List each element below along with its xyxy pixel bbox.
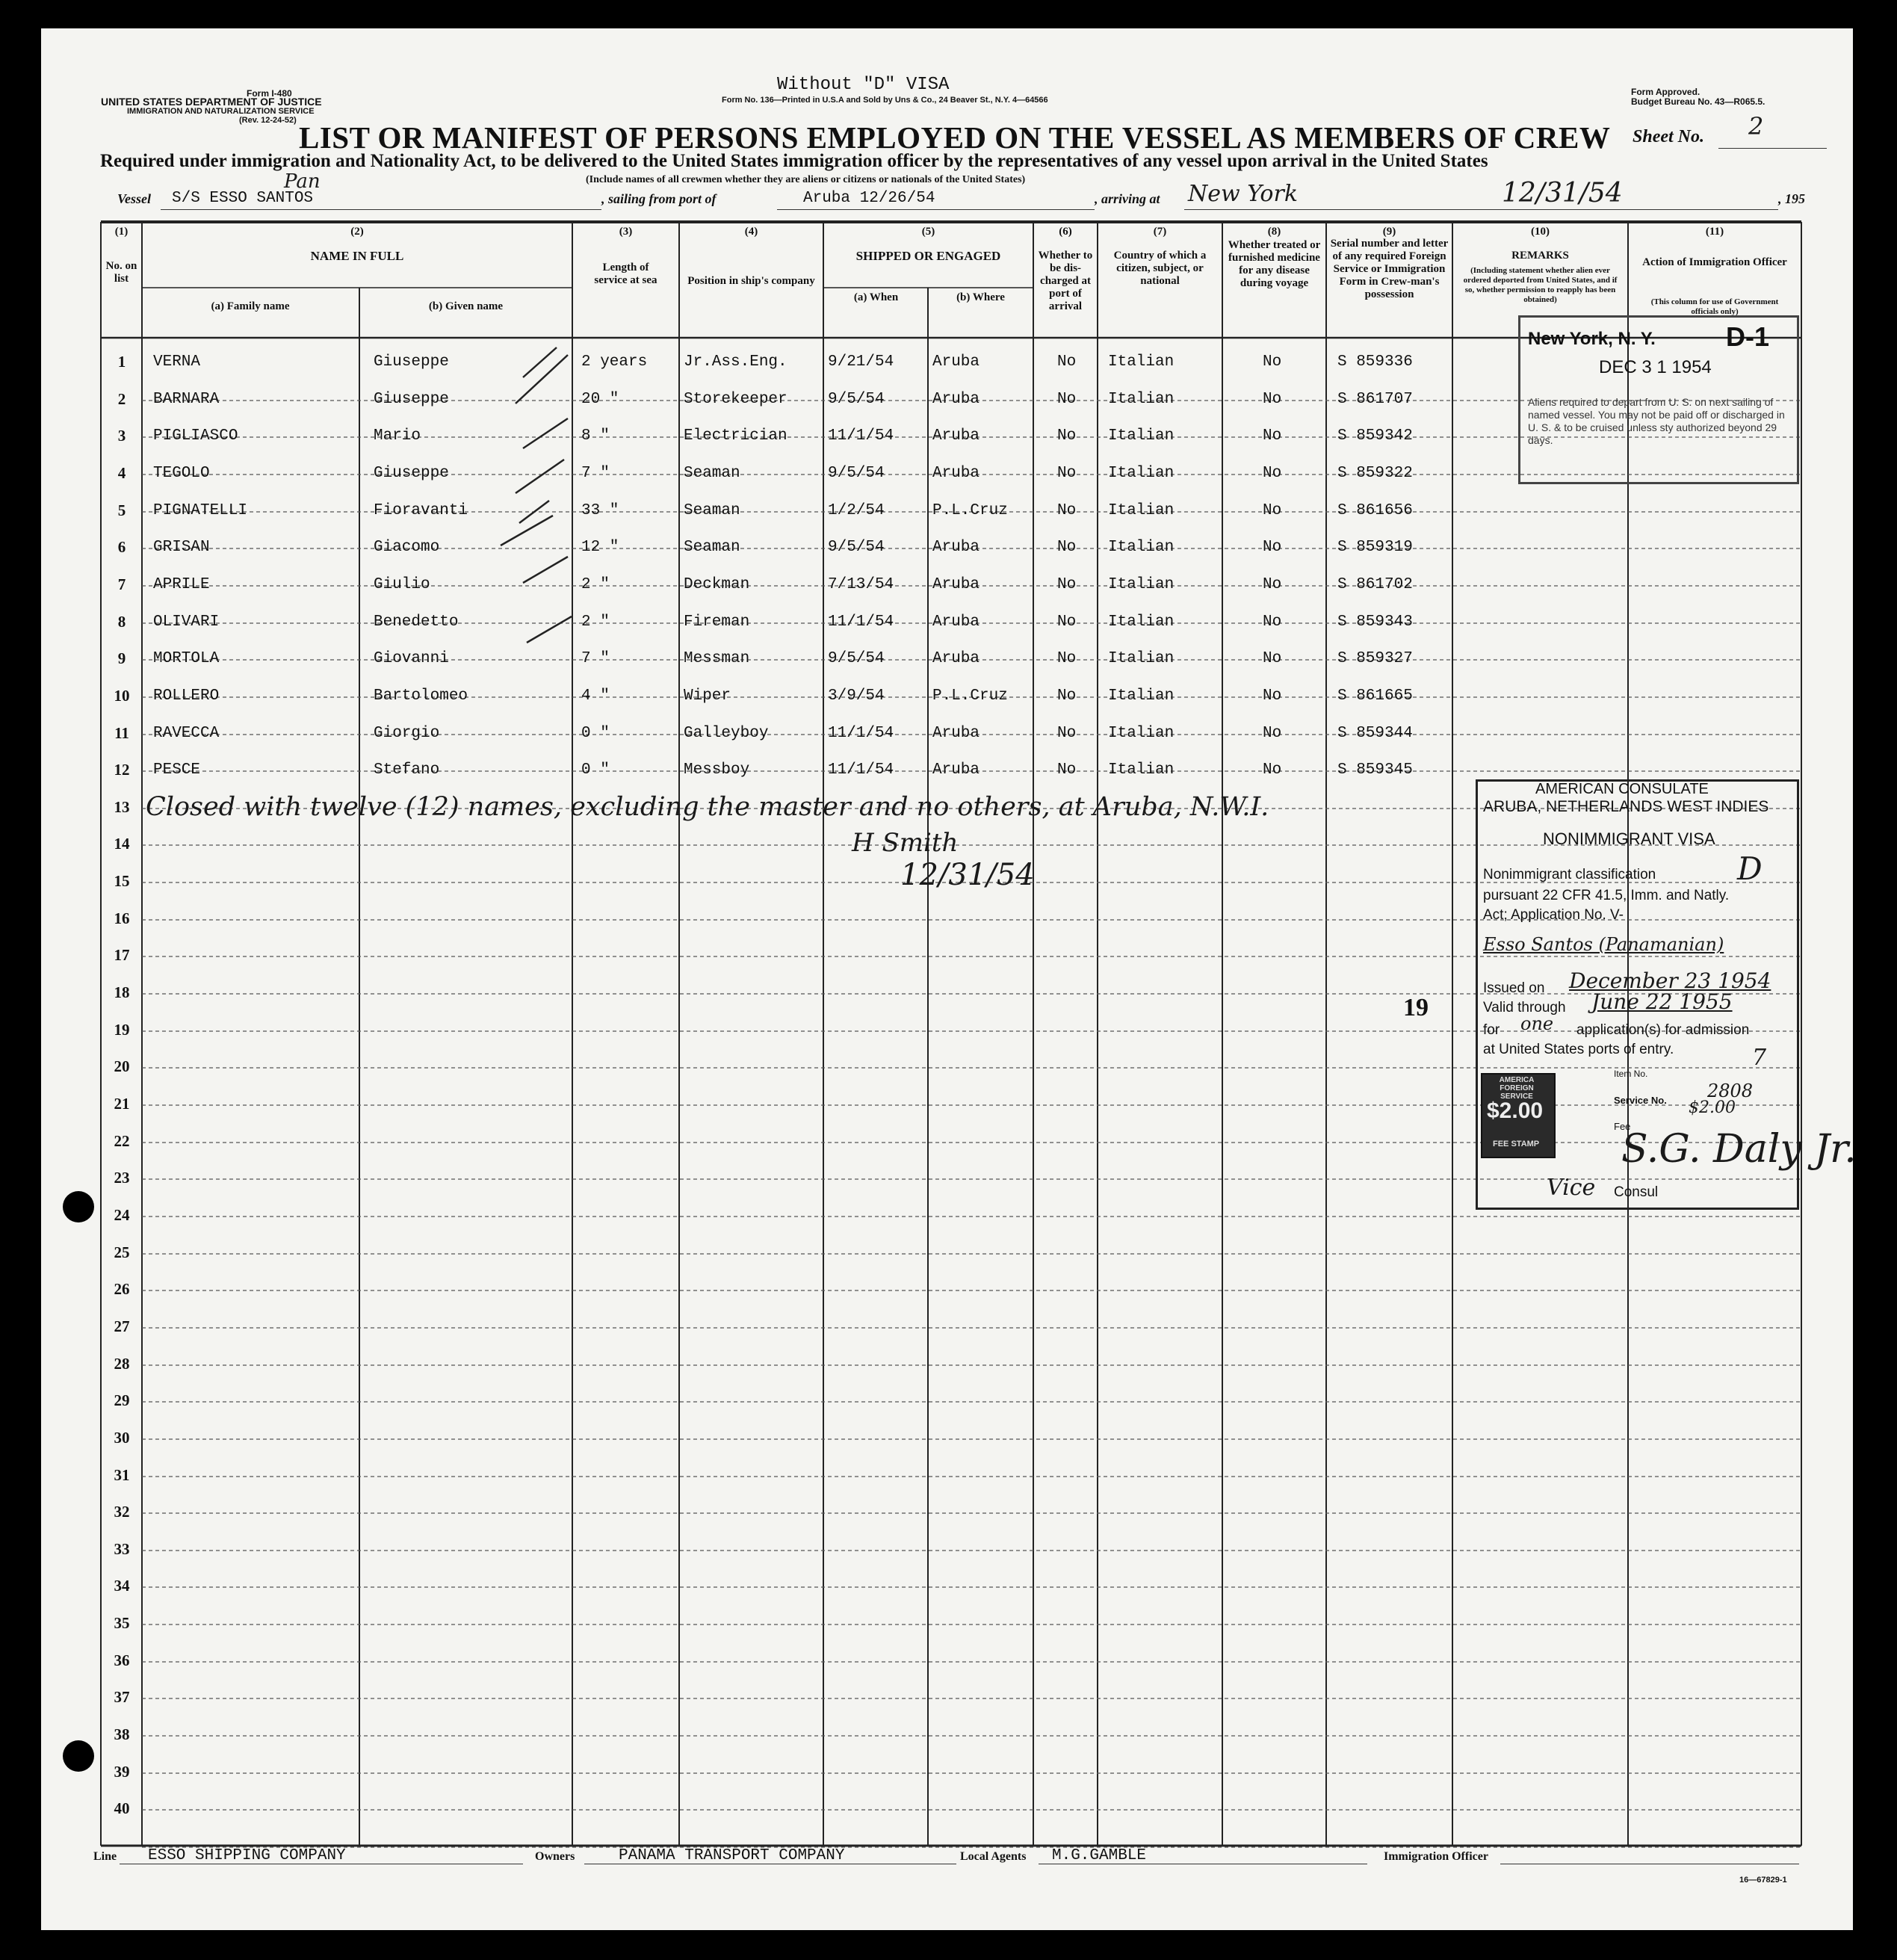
crew-medicine: No xyxy=(1263,576,1282,593)
arriving-value: New York xyxy=(1188,181,1298,207)
row-number: 11 xyxy=(114,724,129,742)
crew-shipped-where: Aruba xyxy=(932,650,980,667)
visa-item-label: Item No. xyxy=(1614,1069,1648,1079)
crew-country: Italian xyxy=(1108,391,1175,408)
col2a-header: (a) Family name xyxy=(211,300,290,312)
crew-shipped-where: Aruba xyxy=(932,539,980,556)
sailing-label: , sailing from port of xyxy=(601,191,717,206)
footer-line-value: ESSO SHIPPING COMPANY xyxy=(148,1847,346,1864)
crew-position: Storekeeper xyxy=(684,391,787,408)
arrival-text: Aliens required to depart from U. S. on next sailing of named vessel. You may not be paid off or discharged in U. S. & to be cruised unless sty authorized beyond 29 days. xyxy=(1528,396,1785,446)
visa-issued-label: Issued on xyxy=(1483,980,1545,996)
row-number: 4 xyxy=(117,464,126,482)
col4-num: (4) xyxy=(744,226,758,238)
row-number: 26 xyxy=(114,1280,130,1298)
crew-position: Wiper xyxy=(684,687,731,705)
vessel-flag: Pan xyxy=(284,170,321,193)
crew-medicine: No xyxy=(1263,650,1282,667)
col2b-header: (b) Given name xyxy=(428,300,504,312)
crew-discharge: No xyxy=(1057,650,1077,667)
crew-serial-number: S 859343 xyxy=(1337,613,1413,631)
crew-shipped-when: 11/1/54 xyxy=(828,613,894,631)
row-number: 30 xyxy=(114,1429,130,1447)
row-number: 13 xyxy=(114,798,130,816)
row-number: 14 xyxy=(114,835,130,853)
crew-country: Italian xyxy=(1108,761,1175,779)
crew-discharge: No xyxy=(1057,687,1077,705)
crew-service-length: 7 " xyxy=(581,650,610,667)
row-number: 7 xyxy=(117,575,126,593)
row-number: 37 xyxy=(114,1688,130,1706)
crew-discharge: No xyxy=(1057,725,1077,742)
crew-position: Fireman xyxy=(684,613,750,631)
crew-shipped-when: 9/5/54 xyxy=(828,650,885,667)
crew-discharge: No xyxy=(1057,353,1077,371)
sheet-label: Sheet No. xyxy=(1633,127,1704,146)
visa-vice: Vice xyxy=(1547,1175,1596,1201)
col5-num: (5) xyxy=(921,226,935,238)
crew-medicine: No xyxy=(1263,761,1282,779)
crew-serial-number: S 861665 xyxy=(1337,687,1413,705)
form-approved: Form Approved. xyxy=(1631,87,1701,97)
crew-medicine: No xyxy=(1263,725,1282,742)
crew-family-name: OLIVARI xyxy=(153,613,220,631)
row-number: 17 xyxy=(114,946,130,964)
crew-medicine: No xyxy=(1263,391,1282,408)
visa-signature: S.G. Daly Jr. xyxy=(1621,1127,1857,1172)
row-number: 10 xyxy=(114,687,130,705)
row-number: 27 xyxy=(114,1317,130,1335)
crew-medicine: No xyxy=(1263,687,1282,705)
crew-family-name: APRILE xyxy=(153,576,210,593)
visa-issued-value: December 23 1954 xyxy=(1569,968,1771,993)
crew-shipped-where: Aruba xyxy=(932,391,980,408)
crew-position: Jr.Ass.Eng. xyxy=(684,353,787,371)
col7-header: Country of which a citizen, subject, or national xyxy=(1113,250,1207,287)
crew-service-length: 8 " xyxy=(581,427,610,445)
crew-medicine: No xyxy=(1263,353,1282,371)
visa-ports-value: 7 xyxy=(1752,1045,1767,1071)
crew-given-name: Giuseppe xyxy=(374,465,449,482)
col10-note: (Including statement whether alien ever ordered deported from United States, and if so, whether permission to reapply has been obtained) xyxy=(1463,266,1618,304)
crew-shipped-where: Aruba xyxy=(932,613,980,631)
row-number: 29 xyxy=(114,1391,130,1409)
col3-header: Length of service at sea xyxy=(594,262,657,286)
arriving-label: , arriving at xyxy=(1095,191,1160,206)
crew-given-name: Giacomo xyxy=(374,539,440,556)
crew-given-name: Benedetto xyxy=(374,613,459,631)
row-number: 23 xyxy=(114,1169,130,1187)
crew-country: Italian xyxy=(1108,465,1175,482)
crew-service-length: 2 years xyxy=(581,353,648,371)
col5-header: SHIPPED OR ENGAGED xyxy=(855,249,1001,263)
col9-header: Serial number and letter of any required Foreign Service or Immigration Form in Crew-man's possession xyxy=(1330,238,1449,300)
crew-serial-number: S 859322 xyxy=(1337,465,1413,482)
col2-header: NAME IN FULL xyxy=(310,249,404,263)
row-number: 15 xyxy=(114,872,130,890)
crew-serial-number: S 859336 xyxy=(1337,353,1413,371)
crew-medicine: No xyxy=(1263,427,1282,445)
crew-discharge: No xyxy=(1057,761,1077,779)
crew-shipped-when: 3/9/54 xyxy=(828,687,885,705)
crew-serial-number: S 859345 xyxy=(1337,761,1413,779)
crew-service-length: 4 " xyxy=(581,687,610,705)
crew-given-name: Giulio xyxy=(374,576,430,593)
row-number: 25 xyxy=(114,1243,130,1261)
crew-family-name: GRISAN xyxy=(153,539,210,556)
crew-position: Messboy xyxy=(684,761,750,779)
manifest-subtitle: Required under immigration and Nationality Act, to be delivered to the United States immigration officer by the representatives of any vessel upon arrival in the United States xyxy=(100,151,1488,171)
footer-owners-label: Owners xyxy=(535,1850,575,1863)
crew-family-name: PESCE xyxy=(153,761,201,779)
closing-statement: Closed with twelve (12) names, excluding the master and no others, at Aruba, N.W.I. xyxy=(146,792,1269,822)
footer-line-label: Line xyxy=(93,1850,117,1863)
crew-given-name: Giuseppe xyxy=(374,353,449,371)
col10-header: REMARKS xyxy=(1511,250,1569,262)
col1-num: (1) xyxy=(114,226,129,238)
row-number: 3 xyxy=(117,427,126,445)
revenue-value: $2.00 xyxy=(1487,1098,1544,1123)
crew-given-name: Giovanni xyxy=(374,650,449,667)
row-number: 24 xyxy=(114,1206,130,1224)
big-number: 19 xyxy=(1403,994,1429,1021)
visa-act-line: Act; Application No. V- xyxy=(1483,907,1624,923)
crew-discharge: No xyxy=(1057,465,1077,482)
row-number: 39 xyxy=(114,1763,130,1781)
dept-line2: IMMIGRATION AND NATURALIZATION SERVICE xyxy=(127,107,315,116)
row-number: 18 xyxy=(114,983,130,1001)
crew-discharge: No xyxy=(1057,427,1077,445)
col8-num: (8) xyxy=(1267,226,1281,238)
visa-application-text: application(s) for admission xyxy=(1576,1022,1750,1038)
row-number: 34 xyxy=(114,1577,130,1595)
col6-header: Whether to be dis-charged at port of arrival xyxy=(1038,250,1093,312)
crew-shipped-when: 11/1/54 xyxy=(828,761,894,779)
crew-shipped-where: P.L.Cruz xyxy=(932,687,1008,705)
col7-num: (7) xyxy=(1153,226,1167,238)
crew-country: Italian xyxy=(1108,502,1175,519)
crew-position: Seaman xyxy=(684,502,740,519)
sailing-value: Aruba 12/26/54 xyxy=(803,190,935,207)
crew-medicine: No xyxy=(1263,502,1282,519)
footer-agents-value: M.G.GAMBLE xyxy=(1052,1847,1147,1864)
row-number: 8 xyxy=(117,613,126,631)
row-number: 12 xyxy=(114,761,130,779)
vessel-label: Vessel xyxy=(117,191,151,206)
col11-note: (This column for use of Government officials only) xyxy=(1650,297,1779,316)
crew-family-name: MORTOLA xyxy=(153,650,220,667)
crew-country: Italian xyxy=(1108,687,1175,705)
crew-discharge: No xyxy=(1057,576,1077,593)
col9-num: (9) xyxy=(1382,226,1396,238)
crew-given-name: Giuseppe xyxy=(374,391,449,408)
row-number: 33 xyxy=(114,1540,130,1558)
crew-discharge: No xyxy=(1057,539,1077,556)
check-marks xyxy=(501,347,572,643)
crew-country: Italian xyxy=(1108,539,1175,556)
arrival-place: New York, N. Y. xyxy=(1528,329,1656,349)
crew-shipped-when: 9/5/54 xyxy=(828,391,885,408)
crew-country: Italian xyxy=(1108,650,1175,667)
crew-serial-number: S 859342 xyxy=(1337,427,1413,445)
row-number: 19 xyxy=(114,1021,130,1039)
crew-given-name: Fioravanti xyxy=(374,502,468,519)
crew-given-name: Bartolomeo xyxy=(374,687,468,705)
crew-position: Electrician xyxy=(684,427,787,445)
crew-service-length: 12 " xyxy=(581,539,619,556)
crew-shipped-when: 9/5/54 xyxy=(828,539,885,556)
row-number: 21 xyxy=(114,1095,130,1113)
visa-classification-label: Nonimmigrant classification xyxy=(1483,867,1656,882)
row-number: 32 xyxy=(114,1503,130,1521)
dept-line1: UNITED STATES DEPARTMENT OF JUSTICE xyxy=(101,96,322,108)
crew-serial-number: S 859344 xyxy=(1337,725,1413,742)
crew-service-length: 20 " xyxy=(581,391,619,408)
crew-family-name: TEGOLO xyxy=(153,465,210,482)
col3-num: (3) xyxy=(619,226,633,238)
crew-given-name: Giorgio xyxy=(374,725,440,742)
crew-shipped-when: 1/2/54 xyxy=(828,502,885,519)
include-note: (Include names of all crewmen whether they are aliens or citizens or nationals of the United States) xyxy=(586,174,1026,185)
crew-position: Seaman xyxy=(684,539,740,556)
visa-fee-label: Fee xyxy=(1614,1121,1631,1132)
crew-position: Messman xyxy=(684,650,750,667)
visa-valid-value: June 22 1955 xyxy=(1591,989,1733,1014)
closing-date: 12/31/54 xyxy=(900,858,1035,892)
row-number: 40 xyxy=(114,1799,130,1817)
visa-for-label: for xyxy=(1483,1022,1500,1038)
crew-discharge: No xyxy=(1057,613,1077,631)
crew-position: Deckman xyxy=(684,576,750,593)
col2-num: (2) xyxy=(350,226,364,238)
manifest-title: LIST OR MANIFEST OF PERSONS EMPLOYED ON THE VESSEL AS MEMBERS OF CREW xyxy=(299,120,1611,155)
row-number: 16 xyxy=(114,909,130,927)
visa-for-value: one xyxy=(1520,1013,1554,1034)
row-number: 5 xyxy=(117,501,126,519)
crew-serial-number: S 859319 xyxy=(1337,539,1413,556)
budget-bureau: Budget Bureau No. 43—R065.5. xyxy=(1631,96,1766,107)
visa-note: Without "D" VISA xyxy=(777,75,950,95)
crew-medicine: No xyxy=(1263,613,1282,631)
revenue-bottom: FEE STAMP xyxy=(1493,1140,1540,1149)
row-number: 28 xyxy=(114,1355,130,1373)
crew-service-length: 7 " xyxy=(581,465,610,482)
crew-country: Italian xyxy=(1108,353,1175,371)
year-suffix: , 195 xyxy=(1778,191,1805,206)
crew-country: Italian xyxy=(1108,613,1175,631)
crew-shipped-when: 9/5/54 xyxy=(828,465,885,482)
form-id: Form I-480 xyxy=(247,88,292,99)
col11-header: Action of Immigration Officer xyxy=(1642,256,1787,268)
row-number: 35 xyxy=(114,1614,130,1632)
crew-service-length: 0 " xyxy=(581,761,610,779)
crew-family-name: RAVECCA xyxy=(153,725,220,742)
crew-discharge: No xyxy=(1057,502,1077,519)
crew-medicine: No xyxy=(1263,539,1282,556)
visa-valid-label: Valid through xyxy=(1483,1000,1566,1015)
crew-shipped-where: P.L.Cruz xyxy=(932,502,1008,519)
row-number: 20 xyxy=(114,1057,130,1075)
crew-position: Galleyboy xyxy=(684,725,769,742)
crew-shipped-where: Aruba xyxy=(932,465,980,482)
crew-country: Italian xyxy=(1108,576,1175,593)
crew-given-name: Stefano xyxy=(374,761,440,779)
crew-shipped-when: 11/1/54 xyxy=(828,427,894,445)
footer-agents-label: Local Agents xyxy=(960,1850,1027,1863)
visa-title: NONIMMIGRANT VISA xyxy=(1543,829,1715,848)
row-number: 36 xyxy=(114,1651,130,1669)
crew-family-name: PIGNATELLI xyxy=(153,502,248,519)
printer-line: Form No. 136—Printed in U.S.A and Sold by Uns & Co., 24 Beaver St., N.Y. 4—64566 xyxy=(722,96,1048,105)
revenue-top: AMERICA FOREIGN SERVICE xyxy=(1499,1076,1535,1101)
crew-country: Italian xyxy=(1108,725,1175,742)
visa-line2: ARUBA, NETHERLANDS WEST INDIES xyxy=(1483,798,1769,815)
col8-header: Whether treated or furnished medicine for any disease during voyage xyxy=(1228,239,1321,289)
crew-service-length: 2 " xyxy=(581,613,610,631)
visa-classification-value: D xyxy=(1737,850,1763,887)
crew-family-name: VERNA xyxy=(153,353,201,371)
visa-service-label: Service No. xyxy=(1614,1095,1667,1106)
visa-line1: AMERICAN CONSULATE xyxy=(1535,781,1709,797)
dept-line3: (Rev. 12-24-52) xyxy=(239,116,297,125)
footer-code: 16—67829-1 xyxy=(1739,1876,1787,1885)
row-number: 22 xyxy=(114,1132,130,1150)
row-number: 1 xyxy=(117,353,126,371)
crew-service-length: 0 " xyxy=(581,725,610,742)
arrival-date: DEC 3 1 1954 xyxy=(1599,357,1712,377)
crew-shipped-where: Aruba xyxy=(932,353,980,371)
crew-serial-number: S 861702 xyxy=(1337,576,1413,593)
arrival-code: D-1 xyxy=(1726,321,1770,352)
row-number: 2 xyxy=(117,390,126,408)
crew-position: Seaman xyxy=(684,465,740,482)
crew-family-name: PIGLIASCO xyxy=(153,427,238,445)
visa-vessel: Esso Santos (Panamanian) xyxy=(1483,934,1724,955)
crew-service-length: 2 " xyxy=(581,576,610,593)
crew-serial-number: S 859327 xyxy=(1337,650,1413,667)
col5b-header: (b) Where xyxy=(956,291,1005,303)
row-number: 9 xyxy=(117,649,126,667)
row-number: 31 xyxy=(114,1466,130,1484)
crew-shipped-where: Aruba xyxy=(932,725,980,742)
crew-medicine: No xyxy=(1263,465,1282,482)
crew-shipped-when: 7/13/54 xyxy=(828,576,894,593)
footer-officer-label: Immigration Officer xyxy=(1384,1850,1488,1863)
crew-shipped-when: 9/21/54 xyxy=(828,353,894,371)
crew-given-name: Mario xyxy=(374,427,421,445)
crew-shipped-where: Aruba xyxy=(932,576,980,593)
row-number: 6 xyxy=(117,538,126,556)
closing-signature: H Smith xyxy=(852,828,959,858)
col5a-header: (a) When xyxy=(853,291,899,303)
crew-service-length: 33 " xyxy=(581,502,619,519)
crew-shipped-when: 11/1/54 xyxy=(828,725,894,742)
visa-ports-text: at United States ports of entry. xyxy=(1483,1042,1674,1057)
crew-discharge: No xyxy=(1057,391,1077,408)
col6-num: (6) xyxy=(1059,226,1072,238)
crew-serial-number: S 861656 xyxy=(1337,502,1413,519)
row-number: 38 xyxy=(114,1725,130,1743)
crew-shipped-where: Aruba xyxy=(932,427,980,445)
crew-country: Italian xyxy=(1108,427,1175,445)
col11-num: (11) xyxy=(1705,226,1724,238)
crew-family-name: ROLLERO xyxy=(153,687,220,705)
col4-header: Position in ship's company xyxy=(687,275,815,287)
crew-serial-number: S 861707 xyxy=(1337,391,1413,408)
arrival-date: 12/31/54 xyxy=(1502,178,1623,208)
visa-service-value: 2808 xyxy=(1707,1081,1754,1101)
col1-header: No. on list xyxy=(105,260,137,285)
vessel-value: S/S ESSO SANTOS xyxy=(172,190,314,207)
crew-shipped-where: Aruba xyxy=(932,761,980,779)
col10-num: (10) xyxy=(1531,226,1550,238)
visa-consul-label: Consul xyxy=(1614,1184,1659,1200)
visa-cfr-line: pursuant 22 CFR 41.5, Imm. and Natly. xyxy=(1483,888,1730,903)
visa-fee-value: $2.00 xyxy=(1689,1098,1736,1117)
sheet-value: 2 xyxy=(1748,112,1764,140)
footer-owners-value: PANAMA TRANSPORT COMPANY xyxy=(619,1847,845,1864)
crew-family-name: BARNARA xyxy=(153,391,220,408)
